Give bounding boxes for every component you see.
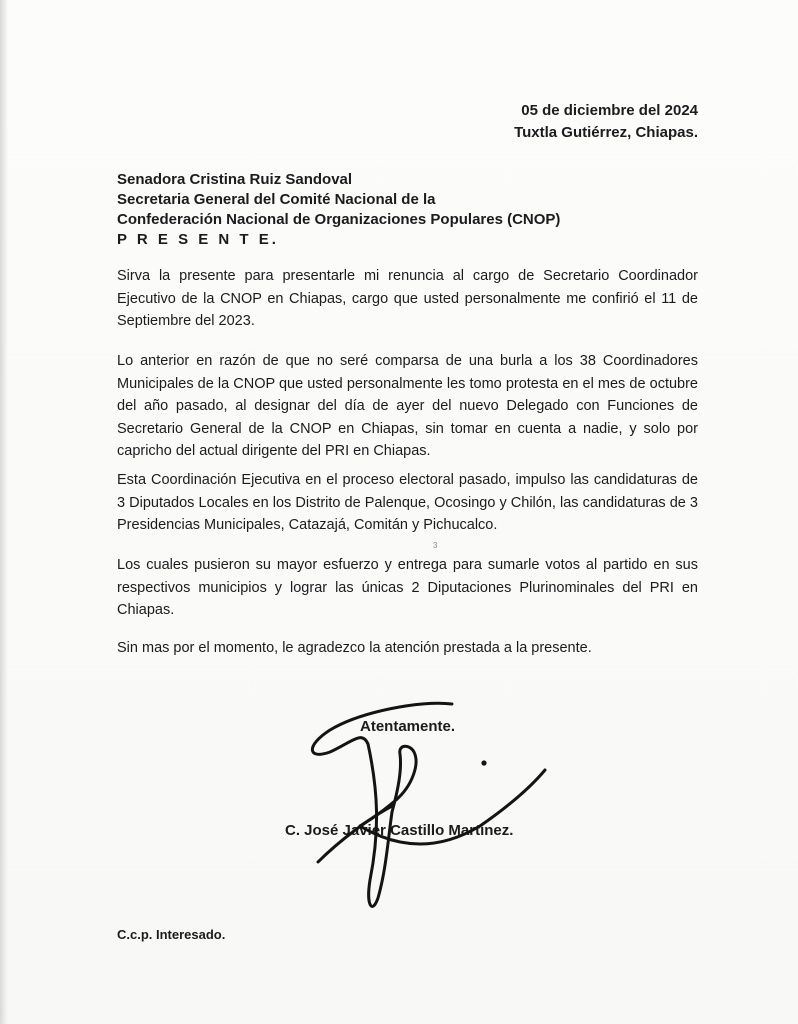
paper-edge-shadow: [0, 0, 8, 1024]
body-paragraph-4: Los cuales pusieron su mayor esfuerzo y entrega para sumarle votos al partido en sus respectivos municipios y lograr las únicas 2 Diputaciones Plurinominales del PRI en Chiapas.: [117, 557, 698, 619]
body-paragraph-5: Sin mas por el momento, le agradezco la atención prestada a la presente.: [117, 640, 592, 656]
recipient-block: [117, 170, 560, 250]
signer-name: C. José Javier Castillo Martínez.: [285, 822, 514, 839]
body-paragraph-1: Sirva la presente para presentarle mi renuncia al cargo de Secretario Coordinador Ejecutivo de la CNOP en Chiapas, cargo que usted personalmente me confirió el 11 de Septiembre del 2023.: [117, 268, 698, 330]
ink-speck-mark: 3: [433, 541, 438, 550]
carbon-copy-note: C.c.p. Interesado.: [117, 927, 226, 942]
closing-text: Atentamente.: [360, 718, 456, 735]
date-place-block: [514, 100, 698, 144]
recipient-name: Senadora Cristina Ruiz Sandoval: [117, 171, 353, 188]
recipient-title-line1: Secretaria General del Comité Nacional de la: [117, 191, 436, 208]
letter-date: 05 de diciembre del 2024: [521, 102, 698, 119]
presente-label: P R E S E N T E.: [117, 231, 279, 248]
letter-place: Tuxtla Gutiérrez, Chiapas.: [514, 124, 698, 141]
body-paragraph-3: Esta Coordinación Ejecutiva en el proceso electoral pasado, impulso las candidaturas de 3 Diputados Locales en los Distrito de Palenque, Ocosingo y Chilón, las candidaturas de 3 Presidencias Municipales, Catazajá, Comitán y Pichucalco.: [117, 472, 698, 534]
recipient-title-line2: Confederación Nacional de Organizaciones Populares (CNOP): [117, 211, 561, 228]
body-paragraph-2: Lo anterior en razón de que no seré comparsa de una burla a los 38 Coordinadores Municipales de la CNOP que usted personalmente les tomo protesta en el mes de octubre del año pasado, al designar del día de ayer del nuevo Delegado con Funciones de Secretario General de la CNOP en Chiapas, sin tomar en cuenta a nadie, y solo por capricho del actual dirigente del PRI en Chiapas.: [117, 353, 698, 460]
